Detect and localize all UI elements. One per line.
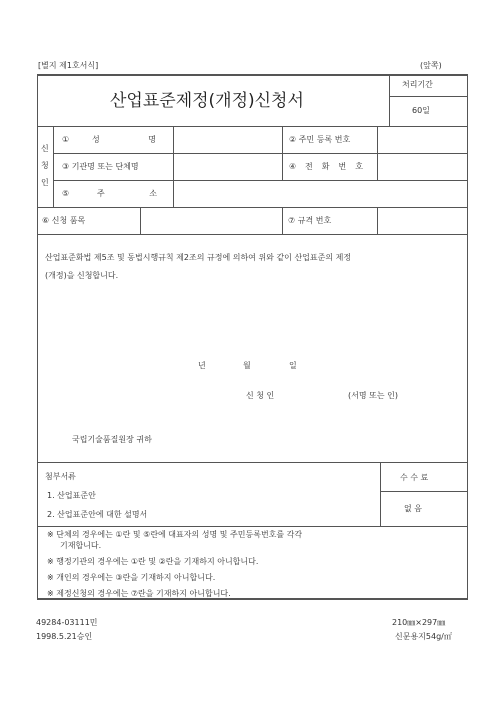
signer-label: 신 청 인 <box>246 391 275 400</box>
standard-number-label: ⑦ 규격 번호 <box>288 216 332 225</box>
signature-note: (서명 또는 인) <box>348 391 398 400</box>
phone-field[interactable] <box>379 155 465 179</box>
addressee: 국립기술품질원장 귀하 <box>72 435 152 444</box>
name-field[interactable] <box>175 128 280 152</box>
footer-code: 49284-03111민 <box>36 618 98 627</box>
body-text-line1: 산업표준화법 제5조 및 동법시행규칙 제2조의 규정에 의하여 위와 같이 산업표준의 제정 <box>45 253 352 262</box>
name-label: 성 명 <box>92 135 156 144</box>
attachment-item: 2. 산업표준안에 대한 설명서 <box>47 510 148 519</box>
footer-paper: 신문용지54g/㎡ <box>395 632 452 641</box>
item-field[interactable] <box>142 209 280 233</box>
phone-num: ④ <box>289 162 297 171</box>
name-num: ① <box>62 135 70 144</box>
note: ※ 개인의 경우에는 ③란을 기재하지 아니합니다. <box>47 573 216 582</box>
page-side: (앞쪽) <box>420 61 442 70</box>
processing-period-value: 60일 <box>412 106 430 115</box>
applicant-label-1: 신 <box>41 144 49 153</box>
phone-label: 전 화 번 호 <box>305 162 363 171</box>
note: ※ 단체의 경우에는 ①란 및 ⑤란에 대표자의 성명 및 주민등록번호를 각각 <box>47 530 303 539</box>
standard-number-field[interactable] <box>379 209 465 233</box>
form-number: [별지 제1호서식] <box>38 61 99 70</box>
note: 기재합니다. <box>60 541 102 550</box>
resident-number-label: ② 주민 등록 번호 <box>289 135 351 144</box>
footer-size: 210㎜×297㎜ <box>392 618 446 627</box>
organization-label: ③ 기관명 또는 단체명 <box>62 162 139 171</box>
fee-label: 수 수 료 <box>400 473 429 482</box>
date-year: 년 <box>198 361 206 370</box>
item-label: ⑥ 신청 품목 <box>42 216 86 225</box>
fee-value: 없 음 <box>404 504 422 513</box>
signature-field[interactable] <box>290 386 342 404</box>
address-field[interactable] <box>175 182 465 206</box>
body-text-line2: (개정)을 신청합니다. <box>45 271 119 280</box>
note: ※ 행정기관의 경우에는 ①란 및 ②란을 기재하지 아니합니다. <box>47 557 259 566</box>
date-month: 월 <box>243 361 251 370</box>
address-num: ⑤ <box>62 189 70 198</box>
date-day: 일 <box>289 361 297 370</box>
processing-period-label: 처리기간 <box>402 80 433 89</box>
resident-number-field[interactable] <box>379 128 465 152</box>
organization-field[interactable] <box>175 155 280 179</box>
note: ※ 제정신청의 경우에는 ⑦란을 기재하지 아니합니다. <box>47 589 231 598</box>
attachments-title: 첨부서류 <box>45 472 76 481</box>
applicant-label-3: 인 <box>41 178 49 187</box>
attachment-item: 1. 산업표준안 <box>47 491 96 500</box>
address-label: 주 소 <box>97 189 157 198</box>
form-title: 산업표준제정(개정)신청서 <box>110 91 304 111</box>
applicant-label-2: 청 <box>41 161 49 170</box>
footer-approval: 1998.5.21승인 <box>36 632 93 641</box>
